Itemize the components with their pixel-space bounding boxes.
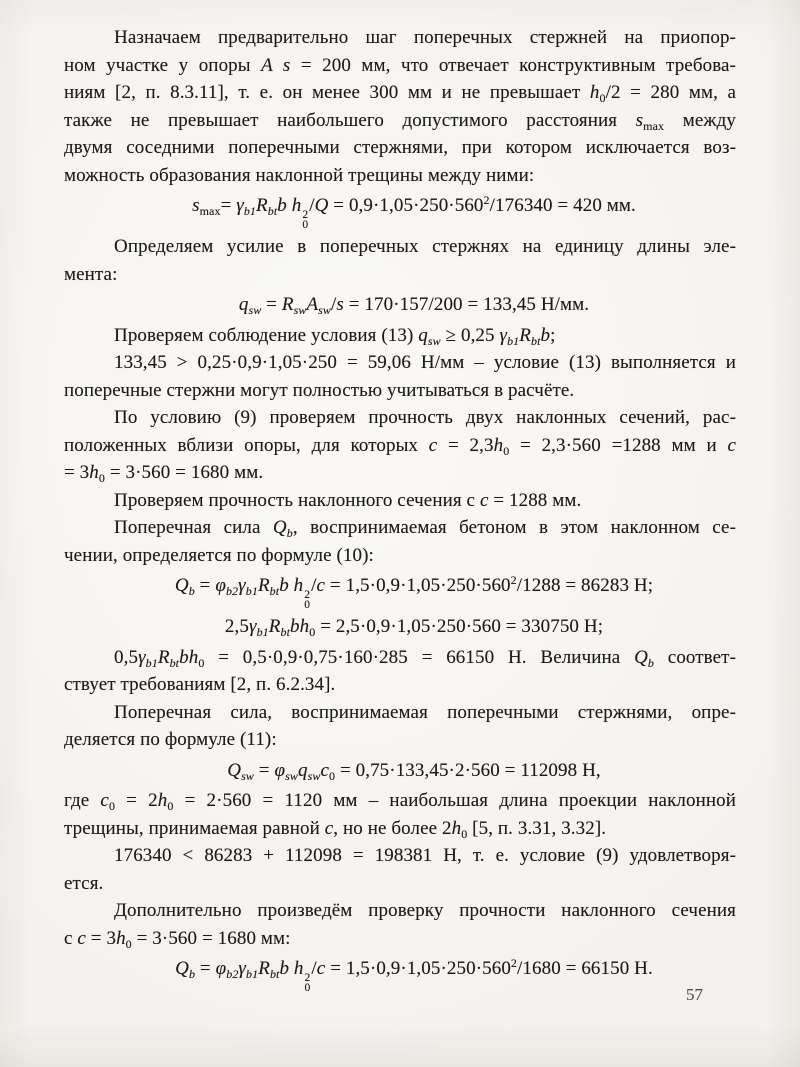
text-line: По условию (9) проверяем прочность двух наклонных сечений, рас-	[114, 407, 736, 428]
text-line: трещины, принимаемая равной c, но не более $2h_0$ [5, п. 3.31, 3.32].	[64, 817, 607, 841]
formula-line: $s_{max}= \gamma_{b1}R_{bt}b$ h 2 0 $/Q = 0,9\cdot 1,05\cdot 250\cdot 560^2/176340 = 420$ мм.	[192, 193, 636, 231]
text-line: с $c = 3h_0 = 3\cdot 560 = 1680$ мм:	[64, 927, 291, 951]
page-number: 57	[686, 985, 703, 1004]
formula-line: $Q_b = \varphi_{b2}\gamma_{b1}R_{bt}b$ h 2 0 $/c = 1,5\cdot 0,9\cdot 1,05\cdot 250\cdot 560^2/1288 = 86283$ Н;	[174, 573, 654, 611]
text-line: Проверяем соблюдение условия (13) $q_{sw} \ge 0,25$ $\gamma_{b1}R_{bt}b$;	[114, 324, 556, 348]
text-line: чении, определяется по формуле (10):	[64, 544, 374, 566]
text-line: двумя соседними поперечными стержнями, при котором исключается воз-	[64, 137, 736, 158]
stacked-sub-sup: 2 0	[304, 972, 311, 994]
text-line: $0,5\gamma_{b1}R_{bt}bh_0 = 0,5\cdot 0,9\cdot 0,75\cdot 160\cdot 285 = 66150$ Н. Величина $Q_b$ соответ-	[114, 646, 736, 670]
text-line: Назначаем предварительно шаг поперечных стержней на приопор-	[114, 27, 736, 48]
stacked-sub-sup: 2 0	[304, 589, 311, 611]
formula-line: $2,5\gamma_{b1}R_{bt}bh_0 = 2,5\cdot 0,9\cdot 1,05\cdot 250\cdot 560 = 330750$ Н;	[224, 616, 604, 639]
stacked-sub-sup: 2 0	[302, 209, 309, 231]
text-line: ствует требованиям [2, п. 6.2.34].	[64, 674, 336, 695]
text-line: поперечные стержни могут полностью учитываться в расчёте.	[64, 379, 575, 401]
text-line: Определяем усилие в поперечных стержнях на единицу длины эле-	[114, 236, 736, 257]
text-line: Поперечная сила $Q_b$, воспринимаемая бетоном в этом наклонном се-	[114, 517, 737, 540]
text-line: ниям [2, п. 8.3.11], т. е. он менее 300 мм и не превышает $h_0/2 = 280$ мм, а	[64, 82, 737, 105]
text-line: можность образования наклонной трещины между ними:	[64, 164, 535, 186]
text-line: 133,45 > 0,25·0,9·1,05·250 = 59,06 Н/мм – условие (13) выполняется и	[114, 352, 736, 373]
text-line: ном участке у опоры A s = 200 мм, что отвечает конструктивным требова-	[64, 54, 736, 76]
formula-line: $Q_{sw} = \varphi_{sw}q_{sw}c_0 = 0,75\cdot 133,45\cdot 2\cdot 560 = 112098$ Н,	[227, 759, 601, 783]
text-line: Дополнительно произведём проверку прочности наклонного сечения	[114, 900, 736, 921]
text-line: деляется по формуле (11):	[64, 729, 277, 750]
text-line: Поперечная сила, воспринимаемая поперечными стержнями, опре-	[114, 701, 736, 723]
page-text	[64, 24, 736, 996]
formula-line: $Q_b = \varphi_{b2}\gamma_{b1}R_{bt}b$ h 2 0 $/c = 1,5\cdot 0,9\cdot 1,05\cdot 250\cdot 560^2/1680 = 66150$ Н.	[175, 956, 653, 994]
text-line: 176340 < 86283 + 112098 = 198381 Н, т. е. условие (9) удовлетворя-	[114, 845, 736, 866]
text-line: мента:	[64, 263, 118, 285]
text-line: Проверяем прочность наклонного сечения с c = 1288 мм.	[114, 489, 582, 511]
text-line: также не превышает наибольшего допустимого расстояния $s_{max}$ между	[64, 109, 736, 133]
text-line: ется.	[64, 872, 104, 894]
formula-line: $q_{sw} = R_{sw}A_{sw}/s = 170\cdot 157/200 = 133,45$ Н/мм.	[238, 294, 590, 317]
text-line: где $c_0 = 2h_0 = 2\cdot 560 = 1120$ мм – наибольшая длина проекции наклонной	[64, 790, 736, 813]
text-line: = $3h_0 = 3\cdot 560 = 1680$ мм.	[64, 462, 264, 485]
text-line: положенных вблизи опоры, для которых $c = 2,3h_0 = 2,3\cdot 560 =1288$ мм и c	[64, 434, 736, 458]
